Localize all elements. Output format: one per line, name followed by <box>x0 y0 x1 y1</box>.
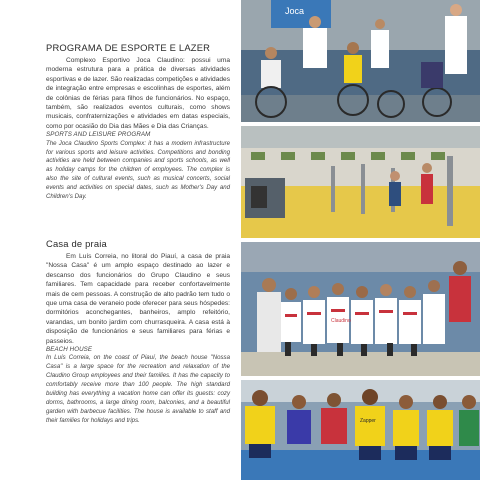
body-portuguese: Em Luís Correia, no litoral do Piauí, a casa de praia "Nossa Casa" é um amplo espaço destinado ao lazer e descanso dos funcionários do Grupo Claudino e seus familiares. Tem capacidade para receber confortavelmente mais de cem pessoas. A construção de alto padrão tem tudo o que uma casa de veraneio pode oferecer para seus hóspedes: dormitórios aconchegantes, banheiros, amplo refeitório, varandas, um bonito jardim com churrasqueira. A casa está à disposição de funcionários e seus familiares para férias e passeios. <box>46 253 230 345</box>
section-heading: PROGRAMA DE ESPORTE E LAZER <box>46 42 211 53</box>
sign-text: Joca <box>285 6 305 16</box>
body-portuguese: Complexo Esportivo Joca Claudino: possui uma moderna estrutura para a prática de diversas atividades esportivas e de lazer. São realizadas competições e atividades de integração entre empresas e escolinhas de esportes, além de colônias de férias para filhos de funcionários. No espaço, também, são realizados eventos culturais, como shows musicais, confraternizações e atividades em datas especiais, como por ocasião do Dia das Mães e Dia das Crianças. <box>46 57 230 130</box>
section-heading: Casa de praia <box>46 238 107 249</box>
body-english: In Luís Correia, on the coast of Piauí, the beach house "Nossa Casa" is a large space for the recreation and relaxation of the Claudino Group employees and their families. It has the capacity to comfortably receive more than 100 people. The high standard building has everything a vacation home can offer its guests: cozy dorms, bathrooms, a large dining room, balconies, and a beautiful garden with barbecue facilities. The house is available to staff and their families for holidays and trips. <box>46 354 230 424</box>
photo-gym <box>241 126 480 238</box>
photo-futsal <box>241 380 480 480</box>
photo-team <box>241 242 480 376</box>
team-logo-text: Claudino <box>331 318 351 324</box>
section-esporte-lazer <box>46 42 230 202</box>
photo-wheelchair-sports <box>241 0 480 122</box>
sponsor-text: Zapper <box>360 418 376 424</box>
section-casa-de-praia <box>46 238 230 426</box>
body-english: The Joca Claudino Sports Complex: it has a modern infrastructure for various sports and leisure activities. Competitions and bonding activities are held between companies and sports schools, as well as holiday camps for the children of employees. The complex is also the site of cultural events, such as musical concerts, social events and activities on special dates, such as Mother's Day and Children's Day. <box>46 139 230 201</box>
title-english: SPORTS AND LEISURE PROGRAM <box>46 131 151 139</box>
title-english: BEACH HOUSE <box>46 346 93 354</box>
